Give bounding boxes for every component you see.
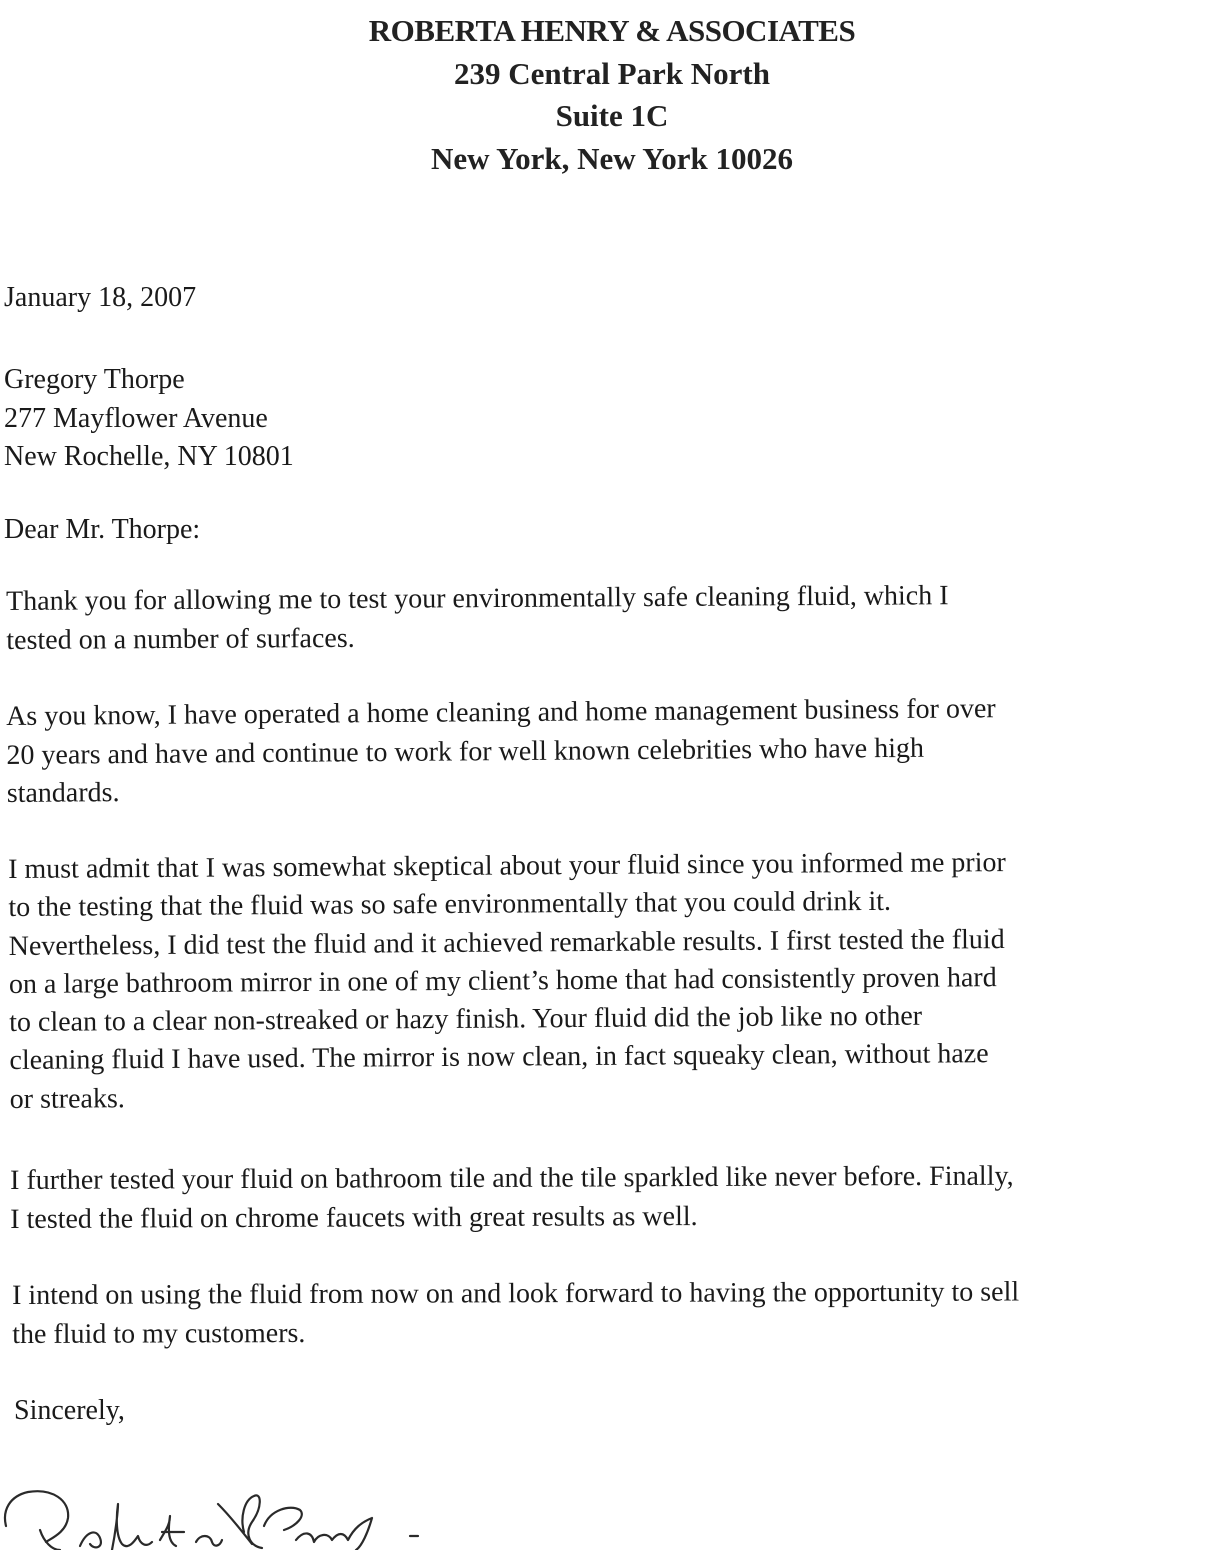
paragraph-line: cleaning fluid I have used. The mirror is now clean, in fact squeaky clean, without haze xyxy=(9,1038,989,1077)
body-paragraph xyxy=(10,1158,1014,1239)
firm-city-state-zip: New York, New York 10026 xyxy=(431,140,793,176)
paragraph-line: tested on a number of surfaces. xyxy=(6,622,355,656)
body-paragraph xyxy=(6,690,996,813)
salutation: Dear Mr. Thorpe: xyxy=(4,514,201,545)
paragraph-line: to clean to a clear non-streaked or hazy finish. Your fluid did the job like no other xyxy=(9,1000,923,1039)
paragraph-line: I tested the fluid on chrome faucets with great results as well. xyxy=(10,1200,698,1235)
handwritten-signature xyxy=(0,1470,520,1550)
firm-street: 239 Central Park North xyxy=(454,55,770,91)
paragraph-line: 20 years and have and continue to work for well known celebrities who have high xyxy=(6,732,925,771)
paragraph-line: the fluid to my customers. xyxy=(12,1317,306,1350)
paragraph-line: I intend on using the fluid from now on and look forward to having the opportunity to sell xyxy=(12,1276,1020,1311)
paragraph-line: on a large bathroom mirror in one of my client’s home that had consistently proven hard xyxy=(8,961,997,1000)
recipient-name: Gregory Thorpe xyxy=(4,364,185,395)
paragraph-line: or streaks. xyxy=(9,1082,125,1115)
paragraph-line: I further tested your fluid on bathroom tile and the tile sparkled like never before. Finally, xyxy=(10,1160,1014,1196)
recipient-city-state-zip: New Rochelle, NY 10801 xyxy=(4,441,294,472)
letterhead xyxy=(0,10,1224,180)
body-paragraph xyxy=(12,1273,1019,1354)
firm-suite: Suite 1C xyxy=(555,98,669,133)
body-paragraph xyxy=(8,844,1008,1119)
letter-date: January 18, 2007 xyxy=(4,282,197,313)
paragraph-line: standards. xyxy=(6,777,120,809)
firm-name: ROBERTA HENRY & ASSOCIATES xyxy=(368,13,856,48)
paragraph-line: As you know, I have operated a home cleaning and home management business for over xyxy=(6,693,996,732)
body-paragraph xyxy=(6,577,949,660)
closing: Sincerely, xyxy=(14,1395,125,1426)
paragraph-line: Thank you for allowing me to test your environmentally safe cleaning fluid, which I xyxy=(6,580,949,617)
paragraph-line: I must admit that I was somewhat skeptical about your fluid since you informed me prior xyxy=(8,847,1006,885)
recipient-address xyxy=(4,361,294,477)
recipient-street: 277 Mayflower Avenue xyxy=(4,402,268,434)
paragraph-line: to the testing that the fluid was so safe environmentally that you could drink it. xyxy=(8,886,892,924)
paragraph-line: Nevertheless, I did test the fluid and it achieved remarkable results. I first tested the fluid xyxy=(8,923,1005,962)
